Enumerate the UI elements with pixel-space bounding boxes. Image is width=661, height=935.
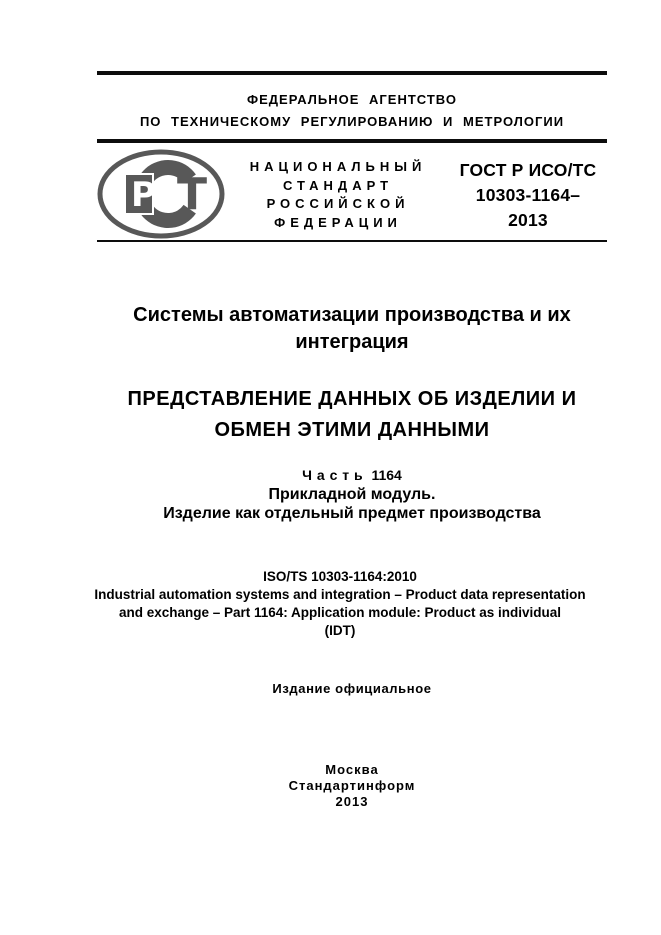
imprint-publisher: Стандартинформ	[288, 778, 416, 793]
document-subject	[97, 302, 607, 356]
header-divider-rule	[97, 139, 607, 143]
national-standard-line: СТАНДАРТ	[282, 177, 394, 193]
part-subtitle-line2: Изделие как отдельный предмет производства	[163, 505, 541, 522]
main-title-line2: ОБМЕН ЭТИМИ ДАННЫМИ	[214, 419, 490, 441]
subject-line2: интеграция	[295, 331, 409, 353]
header-bottom-rule	[97, 240, 607, 242]
logo-letter-t: Т	[177, 169, 208, 220]
iso-designation: ISO/TS 10303-1164:2010	[263, 569, 417, 584]
part-subtitle-line1: Прикладной модуль.	[268, 486, 436, 503]
part-number: 1164	[371, 467, 402, 483]
rst-certification-mark-icon	[95, 149, 227, 244]
agency-name-line1: ФЕДЕРАЛЬНОЕ АГЕНТСТВО	[247, 92, 457, 107]
national-standard-line: ФЕДЕРАЦИИ	[274, 214, 402, 230]
part-label: Часть	[302, 467, 368, 483]
main-title-line1: ПРЕДСТАВЛЕНИЕ ДАННЫХ ОБ ИЗДЕЛИИ И	[127, 388, 577, 410]
part-heading-block	[77, 466, 627, 523]
logo-letter-p: Р	[131, 175, 156, 215]
part-heading	[77, 466, 627, 485]
english-title-line2: and exchange – Part 1164: Application module: Product as individual	[118, 605, 562, 620]
national-standard-line: РОССИЙСКОЙ	[266, 196, 410, 211]
national-standard-line: НАЦИОНАЛЬНЫЙ	[249, 159, 427, 174]
english-reference-block	[50, 568, 630, 640]
designation-line: ГОСТ Р ИСО/ТС	[459, 160, 597, 180]
national-standard-label	[233, 158, 443, 232]
imprint-city: Москва	[325, 762, 379, 777]
agency-name-line2: ПО ТЕХНИЧЕСКОМУ РЕГУЛИРОВАНИЮ И МЕТРОЛОГИИ	[139, 114, 565, 129]
imprint-block	[97, 762, 607, 810]
english-title-line1: Industrial automation systems and integration – Product data representation	[94, 587, 586, 602]
designation-line: 2013	[508, 210, 548, 230]
imprint-year: 2013	[335, 794, 369, 809]
standard-designation	[448, 158, 608, 233]
document-main-title	[97, 384, 607, 446]
official-edition-note: Издание официальное	[272, 681, 432, 696]
designation-line: 10303-1164–	[475, 185, 581, 205]
top-rule	[97, 71, 607, 75]
idt-note: (IDT)	[324, 623, 356, 638]
subject-line1: Системы автоматизации производства и их	[133, 304, 571, 326]
